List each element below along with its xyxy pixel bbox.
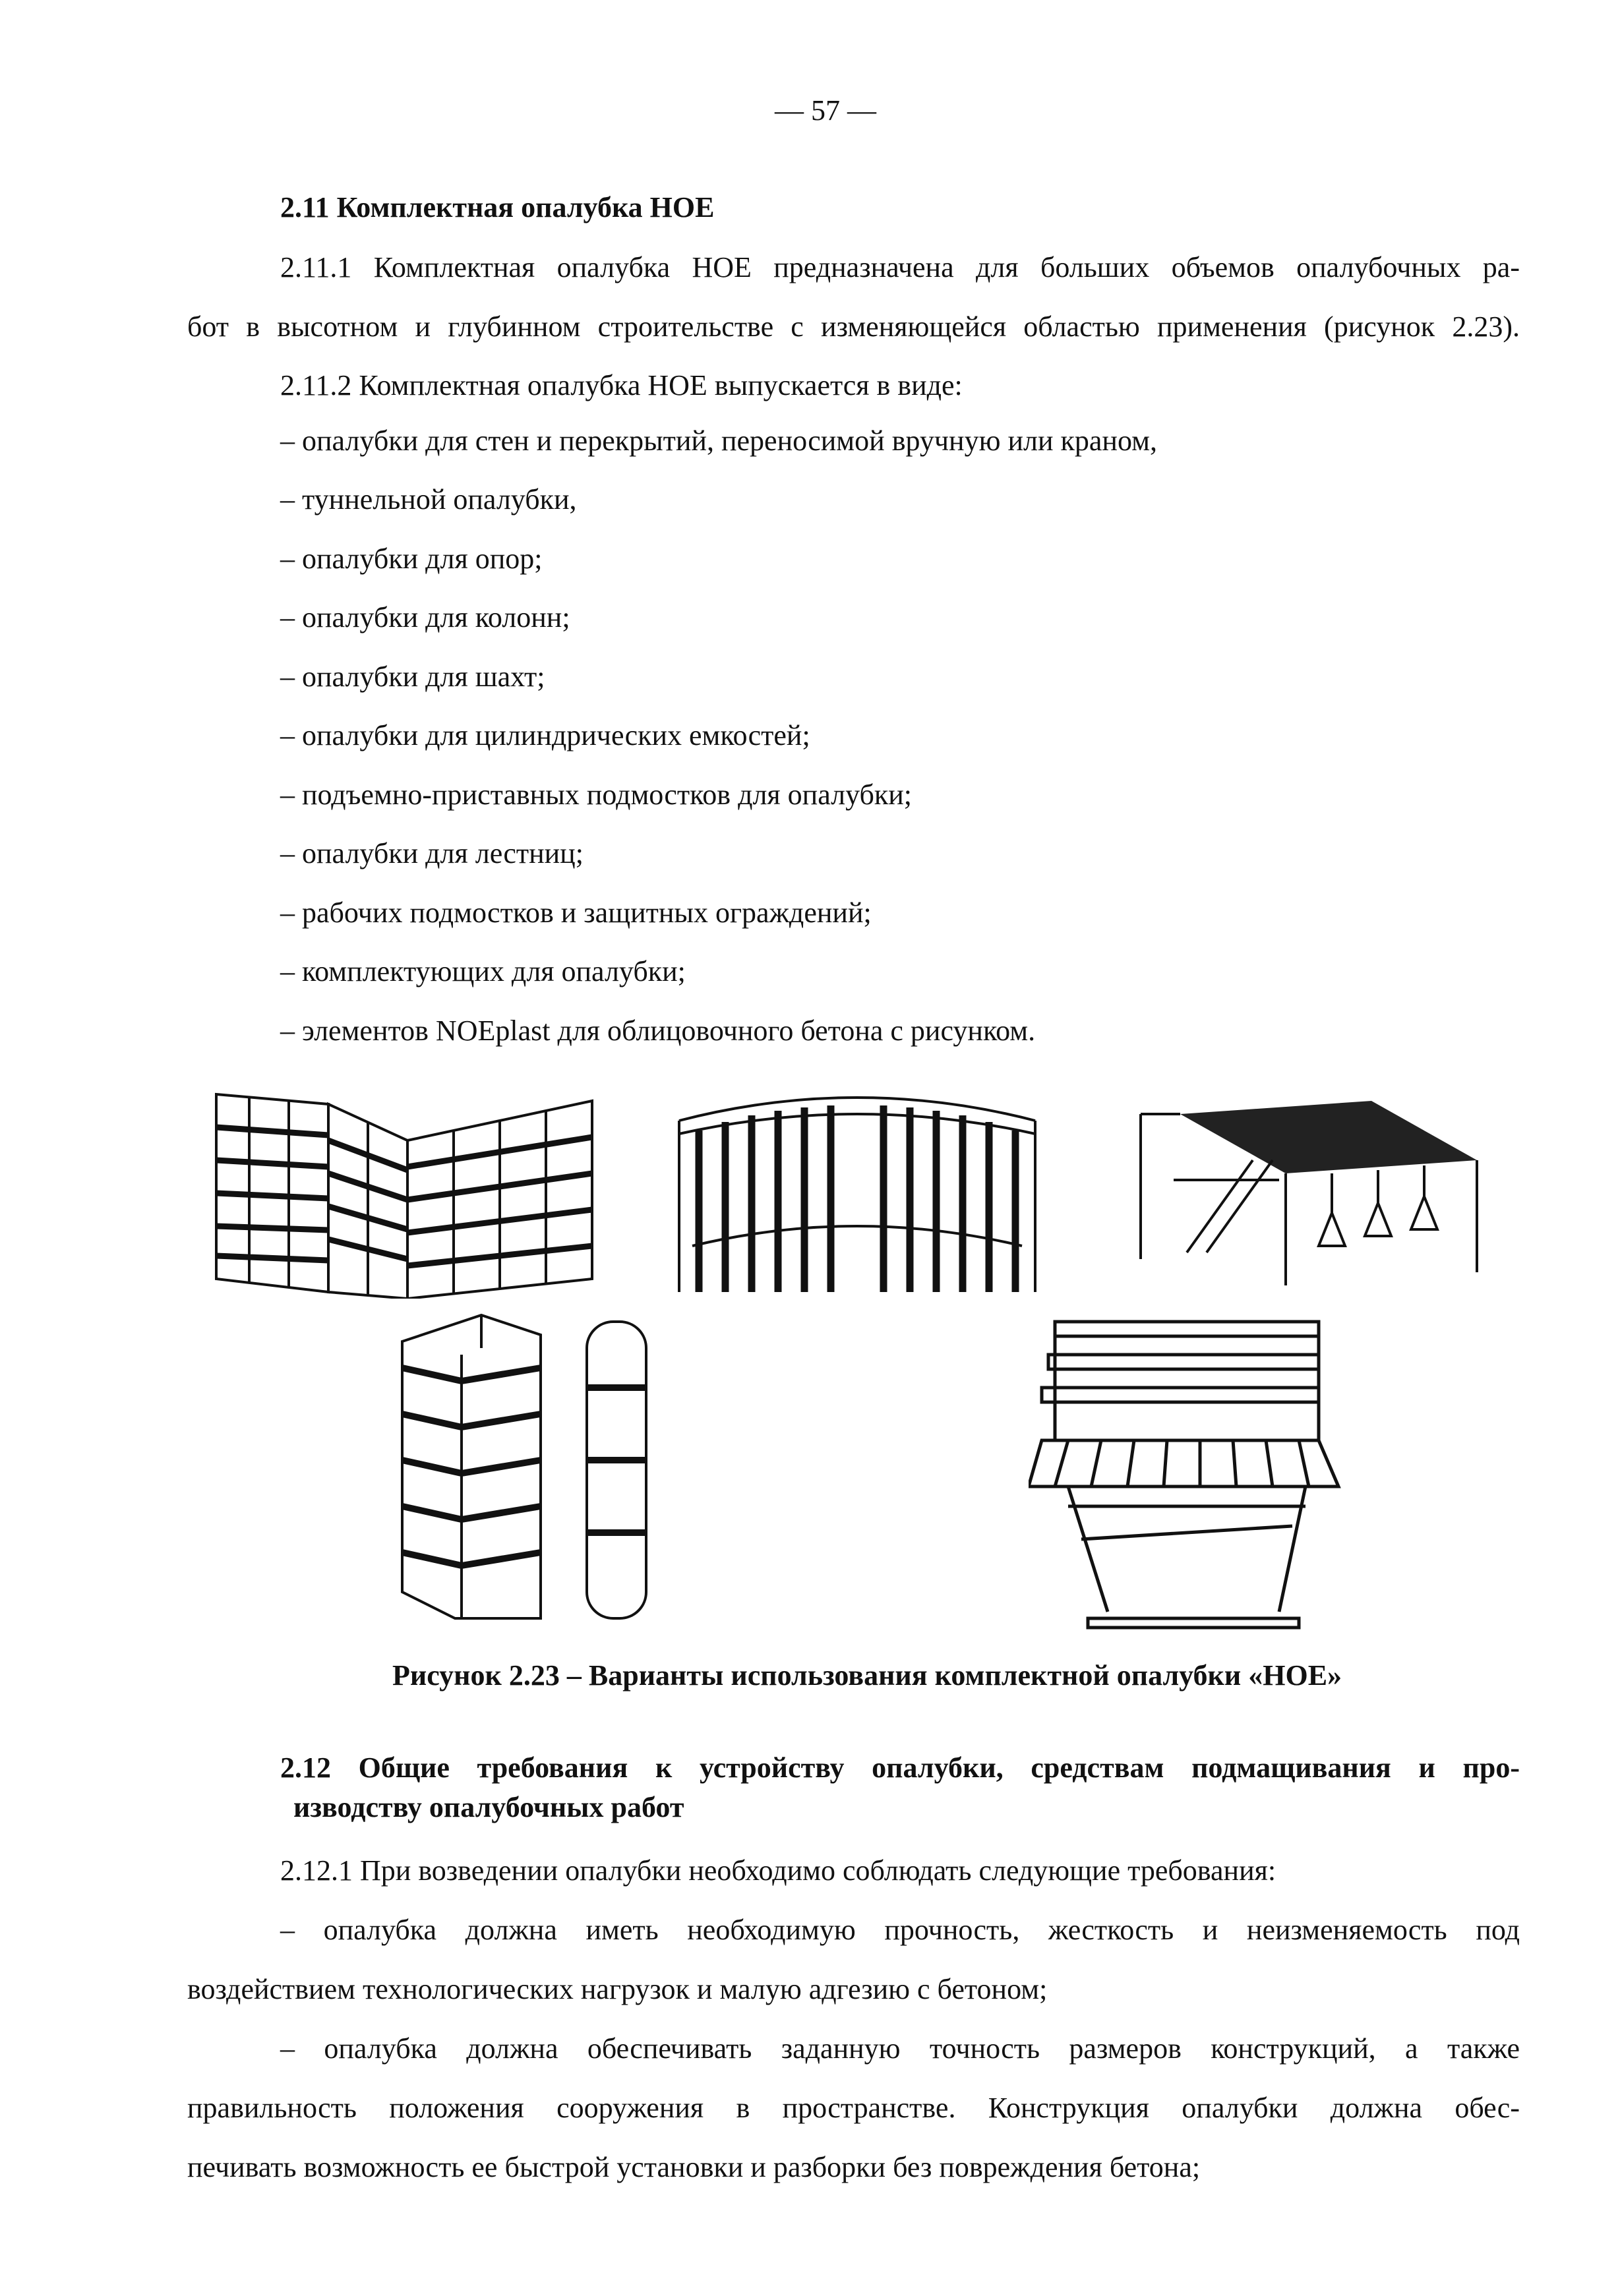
section-heading-2-12-line1: 2.12 Общие требования к устройству опалубки, средствам подмащивания и про- [280, 1751, 1520, 1784]
list-item: – туннельной опалубки, [280, 483, 577, 515]
list-item: – опалубки для шахт; [280, 661, 545, 693]
bullet-2-line3: печивать возможность ее быстрой установки и разборки без повреждения бетона; [187, 2151, 1201, 2183]
column-formwork-illustration [389, 1309, 666, 1625]
list-item: – опалубки для опор; [280, 543, 543, 575]
figure-caption: Рисунок 2.23 – Варианты использования комплектной опалубки «НОЕ» [392, 1659, 1342, 1692]
tunnel-formwork-illustration [673, 1081, 1042, 1299]
bullet-1-line1: – опалубка должна иметь необходимую прочность, жесткость и неизменяемость под [280, 1914, 1520, 1946]
section-heading-2-11: 2.11 Комплектная опалубка НОЕ [280, 191, 715, 223]
bullet-2-line2: правильность положения сооружения в пространстве. Конструкция опалубки должна обес- [187, 2092, 1520, 2124]
paragraph-2-12-1: 2.12.1 При возведении опалубки необходимо соблюдать следующие требования: [280, 1854, 1276, 1887]
paragraph-2-11-1-line2: бот в высотном и глубинном строительстве с изменяющейся областью применения (рисунок 2.23). [187, 310, 1520, 343]
page-number: — 57 — [775, 94, 876, 127]
paragraph-2-11-2: 2.11.2 Комплектная опалубка НОЕ выпускается в виде: [280, 369, 963, 401]
list-item: – опалубки для лестниц; [280, 837, 584, 869]
bullet-2-line1: – опалубка должна обеспечивать заданную точность размеров конструкций, а также [280, 2032, 1520, 2065]
list-item: – элементов NOEplast для облицовочного бетона с рисунком. [280, 1015, 1036, 1047]
list-item: – рабочих подмостков и защитных ограждений; [280, 897, 872, 929]
list-item: – подъемно-приставных подмостков для опалубки; [280, 779, 913, 811]
paragraph-2-11-1-line1: 2.11.1 Комплектная опалубка НОЕ предназначена для больших объемов опалубочных ра- [280, 251, 1520, 283]
list-item: – опалубки для стен и перекрытий, переносимой вручную или краном, [280, 425, 1157, 457]
list-item: – опалубки для цилиндрических емкостей; [280, 719, 810, 751]
climbing-platform-illustration [1134, 1088, 1484, 1285]
list-item: – комплектующих для опалубки; [280, 955, 686, 987]
list-item: – опалубки для колонн; [280, 601, 570, 633]
bullet-1-line2: воздействием технологических нагрузок и малую адгезию с бетоном; [187, 1973, 1048, 2005]
wall-formwork-illustration [210, 1081, 599, 1299]
guardrail-platform-illustration [1029, 1309, 1345, 1638]
section-heading-2-12-line2: изводству опалубочных работ [293, 1791, 684, 1823]
